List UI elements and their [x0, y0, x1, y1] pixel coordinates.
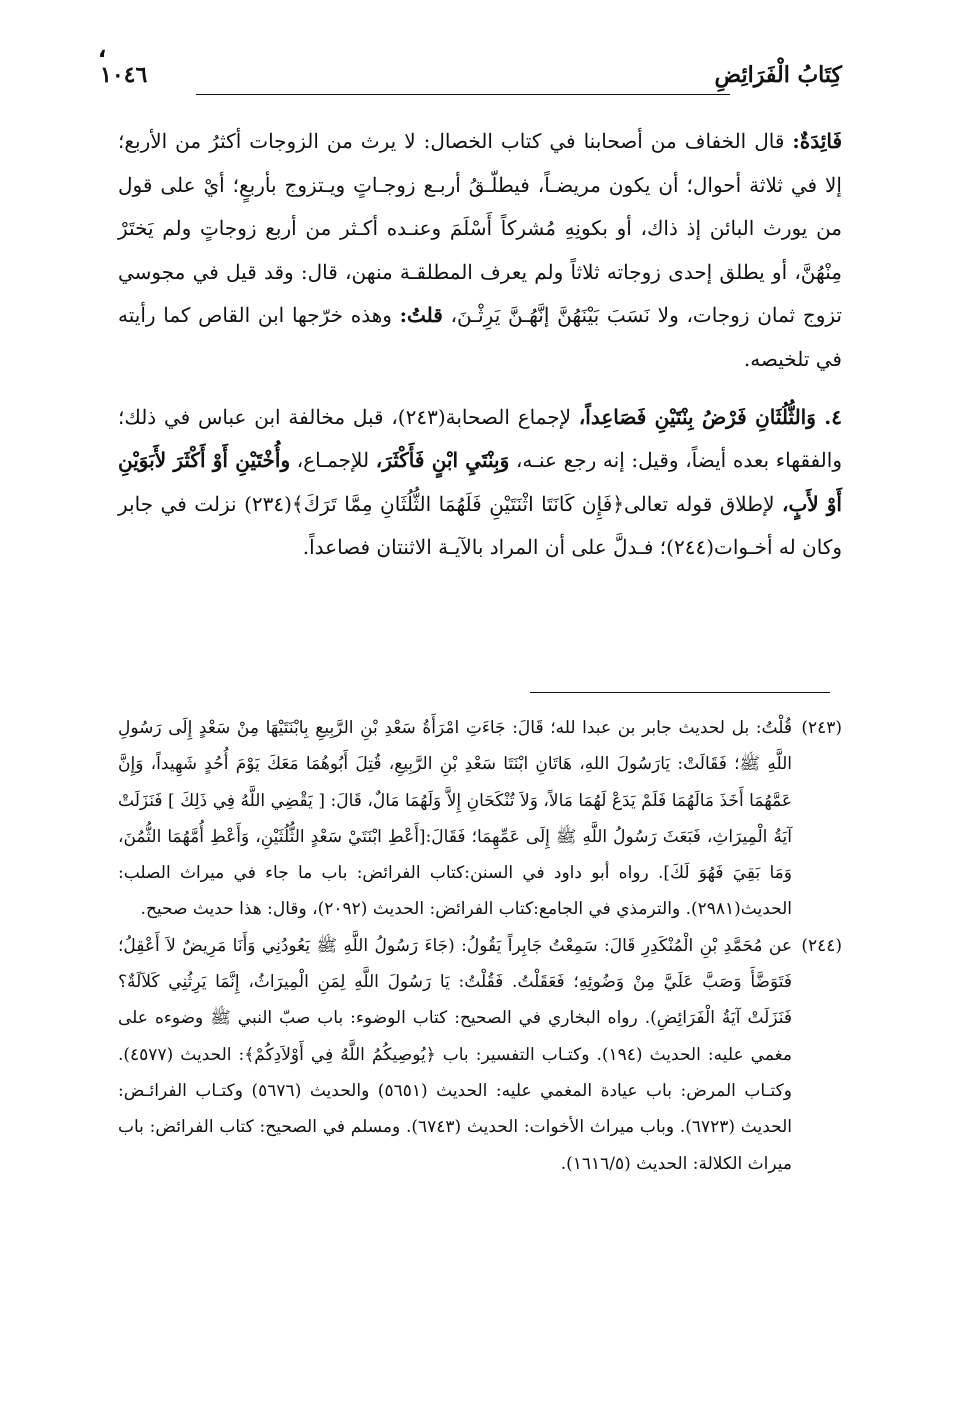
matn-phrase: وأُخْتَيْنِ أَوْ أَكْثَرَ لأَبَوَيْنِ أَوْ لأَبٍ،: [118, 448, 842, 516]
header-rule: [196, 94, 730, 95]
paragraph-lead: ٤. وَالثُّلُثَانِ فَرْضُ بِنْتَيْنِ فَصَاعِداً،: [578, 404, 842, 429]
paragraph-text: للإجمـاع،: [296, 448, 370, 473]
matn-phrase: وَبِنْتَيِ ابْنٍ فَأَكْثَرَ،: [375, 448, 510, 473]
stray-ink-mark: ،: [98, 38, 107, 63]
footnote-divider: [530, 692, 830, 693]
paragraph-lead: قلتُ:: [399, 303, 443, 328]
footnotes: [118, 710, 842, 1182]
chapter-title: كِتَابُ الْفَرَائِضِ: [714, 62, 842, 88]
main-text: [118, 120, 842, 570]
footnote: [118, 710, 842, 928]
footnote-text: قُلْتُ: بل لحديث جابر بن عبدا لله؛ قَالَ: جَاءَتِ امْرَأَةُ سَعْدِ بْنِ الرَّبِيعِ بِابْنَتَيْهَا مِنْ سَعْدٍ إِلَى رَسُولِ اللَّهِ ﷺ؛ فَقَالَتْ: يَارَسُولَ اللهِ، هَاتَانِ ابْنَتَا سَعْدِ بْنِ الرَّبِيعِ، قُتِلَ أَبُوهُمَا مَعَكَ يَوْمَ أُحُدٍ شَهِيداً، وَإِنَّ عَمَّهُمَا أَخَذَ مَالَهُمَا فَلَمْ يَدَعْ لَهُمَا مَالاً، وَلاَ تُنْكَحَانِ إِلاَّ وَلَهُمَا مَالٌ، قَالَ: [ يَقْضِي اللَّهُ فِي ذَلِكَ ] فَنَزَلَتْ آيَةُ الْمِيرَاثِ، فَبَعَثَ رَسُولُ اللَّهِ ﷺ إِلَى عَمِّهِمَا؛ فَقَالَ:[أَعْطِ ابْنَتَيْ سَعْدٍ الثُّلُثَيْنِ، وَأَعْطِ أُمَّهُمَا الثُّمُنَ، وَمَا بَقِيَ فَهُوَ لَكَ]. رواه أبو داود في السنن:كتاب الفرائض: باب ما جاء في ميراث الصلب: الحديث(٢٩٨١). والترمذي في الجامع:كتاب الفرائض: الحديث (٢٠٩٢)، وقال: هذا حديث صحيح.: [118, 718, 792, 920]
page-header: [100, 60, 842, 100]
paragraph-text: قال الخفاف من أصحابنا في كتاب الخصال: لا يرث من الزوجات أكثرُ من الأربع؛ إلا في ثلاثة أحوال؛ أن يكون مريضـاً، فيطلّـقُ أربـع زوجـاتٍ ويـتزوج بأربعٍ؛ أيْ على قول من يورث البائن إذ ذاك، أو بكونِهِ مُشركاً أَسْلَمَ وعنـده أكـثر من أربع زوجاتٍ ولم يَختَرْ مِنْهُنَّ، أو يطلق إحدى زوجاته ثلاثاً ولم يعرف المطلقـة منهن، قال: وقد قيل في مجوسي تزوج ثمان زوجات، ولا نَسَبَ بَيْنَهُنَّ إنَّهُـنَّ يَرِثْـنَ،: [118, 129, 843, 328]
paragraph-text: لإجماع الصحابة(٢٤٣)، قبل مخالفة ابن عباس في ذلك؛ والفقهاء بعده أيضاً، وقيل: إنه رجع عنـه،: [118, 404, 842, 473]
paragraph-text: لإطلاق قوله تعالى﴿فَإِن كَانَتَا اثْنَتَيْنِ فَلَهُمَا الثُّلُثَانِ مِمَّا تَرَكَ﴾(٢٣٤) نزلت في جابر وكان له أخـوات(٢٤٤)؛ فـدلَّ على أن المراد بالآيـة الاثنتان فصاعداً.: [118, 491, 842, 560]
footnote: [118, 928, 842, 1182]
page-number: ١٠٤٦: [100, 62, 148, 88]
footnote-text: عن مُحَمَّدِ بْنِ الْمُنْكَدِرِ قَالَ: سَمِعْتُ جَابِراً يَقُولُ: (جَاءَ رَسُولُ اللَّهِ ﷺ يَعُودُنِي وَأَنَا مَرِيضٌ لاَ أَعْقِلُ؛ فَتَوَضَّأَ وَصَبَّ عَلَيَّ مِنْ وَضُوئِهِ؛ فَعَقَلْتُ. فَقُلْتُ: يَا رَسُولَ اللَّهِ لِمَنِ الْمِيرَاثُ، إِنَّمَا يَرِثُنِي كَلاَلَةٌ؟ فَنَزَلَتْ آيَةُ الْفَرَائِضِ). رواه البخاري في الصحيح: كتاب الوضوء: باب صبّ النبي ﷺ وضوءه على مغمي عليه: الحديث (١٩٤). وكتـاب التفسير: باب ﴿يُوصِيكُمُ اللَّهُ فِي أَوْلاَدِكُمْ﴾: الحديث (٤٥٧٧). وكتـاب المرض: باب عيادة المغمي عليه: الحديث (٥٦٥١) والحديث (٥٦٧٦) وكتـاب الفرائـض: الحديث (٦٧٢٣). وباب ميراث الأخوات: الحديث (٦٧٤٣). ومسلم في الصحيح: كتاب الفرائض: باب ميراث الكلالة: الحديث (١٦١٦/٥).: [118, 935, 792, 1174]
paragraph-thuluthan: [118, 396, 842, 570]
paragraph-fawaid: [118, 120, 842, 382]
footnote-number: (٢٤٤): [801, 935, 842, 956]
paragraph-lead: فَائِدَةٌ:: [792, 129, 843, 153]
footnote-number: (٢٤٣): [801, 718, 842, 738]
paragraph-text: وهذه خرّجها ابن القاص كما رأيته في تلخيصه.: [118, 303, 842, 371]
